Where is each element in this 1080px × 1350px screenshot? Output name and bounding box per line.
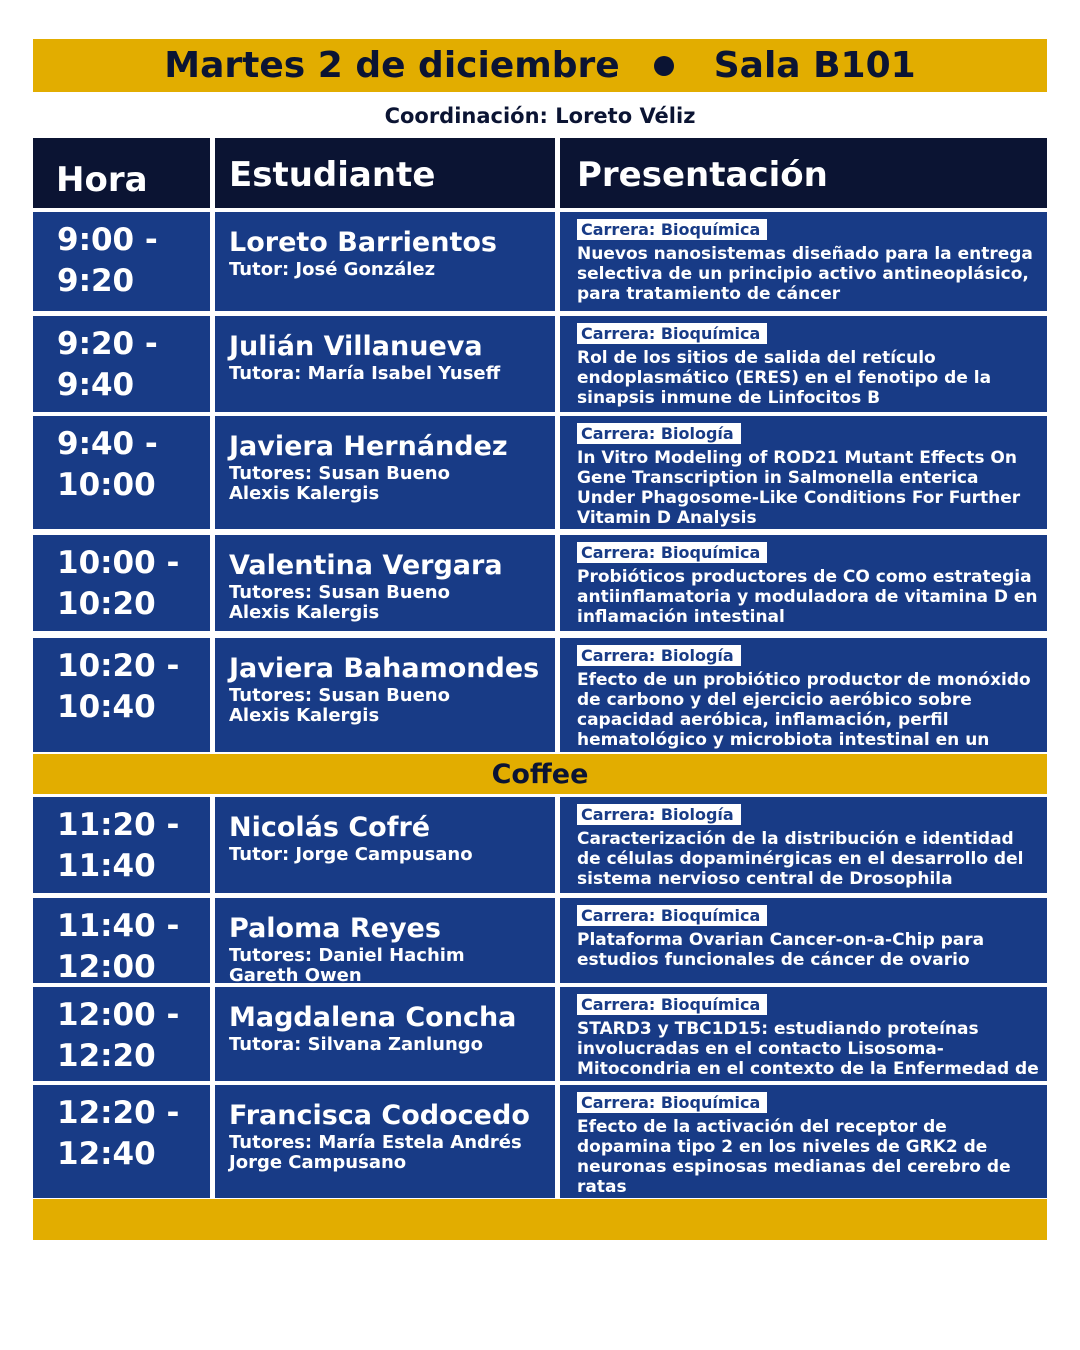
career-badge: Carrera: Biología [577,804,741,825]
student-name: Loreto Barrientos [229,227,497,258]
room-label: Sala B101 [713,45,916,86]
tutor-label: Tutores: Susan Bueno Alexis Kalergis [229,582,450,623]
student-cell [215,212,555,311]
tutor-label: Tutores: Susan Bueno Alexis Kalergis [229,463,450,504]
career-badge: Carrera: Bioquímica [577,905,767,926]
student-cell [215,898,555,986]
student-name: Julián Villanueva [229,331,483,362]
presentation-title: Efecto de un probiótico productor de monóxido de carbono y del ejercicio aeróbico sobre capacidad aeróbica, inflamación, perfil hematológico y microbiota intestinal en un [577,670,1031,750]
student-cell [215,416,555,529]
time-cell [33,987,210,1081]
coffee-break-bar: Coffee [33,754,1047,794]
time-label: 10:20 - 10:40 [57,648,180,725]
time-label: 11:20 - 11:40 [57,807,180,884]
footer-bar [33,1199,1047,1240]
career-badge: Carrera: Bioquímica [577,994,767,1015]
student-cell [215,638,555,752]
bullet-dot-icon [654,56,674,76]
career-badge: Carrera: Bioquímica [577,323,767,344]
career-badge: Carrera: Bioquímica [577,219,767,240]
presentation-title: Rol de los sitios de salida del retículo endoplasmático (ERES) en el fenotipo de la sinapsis inmune de Linfocitos B [577,348,992,408]
presentation-cell [560,987,1047,1081]
student-cell [215,1085,555,1198]
student-name: Magdalena Concha [229,1002,517,1033]
career-badge: Carrera: Biología [577,423,741,444]
student-cell [215,316,555,412]
presentation-cell [560,212,1047,311]
presentation-cell [560,797,1047,893]
presentation-cell [560,316,1047,412]
time-label: 10:00 - 10:20 [57,545,180,622]
presentation-title: Nuevos nanosistemas diseñado para la entrega selectiva de un principio activo antineoplásico, para tratamiento de cáncer [577,244,1033,304]
career-badge: Carrera: Bioquímica [577,1092,767,1113]
time-label: 9:20 - 9:40 [57,326,158,403]
tutor-label: Tutores: María Estela Andrés Jorge Campusano [229,1132,522,1173]
presentation-title: Plataforma Ovarian Cancer-on-a-Chip para estudios funcionales de cáncer de ovario [577,930,985,970]
presentation-cell [560,416,1047,529]
time-cell [33,316,210,412]
presentation-cell [560,898,1047,983]
date-room-banner [33,39,1047,92]
presentation-cell [560,535,1047,631]
time-label: 9:00 - 9:20 [57,222,158,299]
student-cell [215,987,555,1081]
student-name: Nicolás Cofré [229,812,431,843]
presentation-title: In Vitro Modeling of ROD21 Mutant Effects On Gene Transcription in Salmonella enterica Under Phagosome-Like Conditions For Further Vitamin D Analysis [577,448,1021,528]
presentation-cell [560,1085,1047,1198]
time-cell [33,535,210,631]
tutor-label: Tutores: Susan Bueno Alexis Kalergis [229,685,450,726]
student-cell [215,797,555,893]
tutor-label: Tutores: Daniel Hachim Gareth Owen [229,945,465,986]
column-header-hora: Hora [33,138,210,208]
student-cell [215,535,555,631]
presentation-title: Efecto de la activación del receptor de dopamina tipo 2 en los niveles de GRK2 de neuronas espinosas medianas del cerebro de ratas [577,1117,1011,1197]
student-name: Valentina Vergara [229,550,503,581]
time-cell [33,638,210,752]
time-cell [33,797,210,893]
time-cell [33,212,210,311]
presentation-title: STARD3 y TBC1D15: estudiando proteínas involucradas en el contacto Lisosoma-Mitocondria en el contexto de la Enfermedad de [577,1019,1039,1079]
student-name: Javiera Bahamondes [229,653,540,684]
presentation-title: Probióticos productores de CO como estrategia antiinflamatoria y moduladora de vitamina D en inflamación intestinal [577,567,1038,627]
coordination-label: Coordinación: Loreto Véliz [384,104,696,128]
student-name: Javiera Hernández [229,431,508,462]
tutor-label: Tutora: María Isabel Yuseff [229,363,501,384]
column-header-presentacion: Presentación [560,138,1047,208]
student-name: Paloma Reyes [229,913,441,944]
column-header-estudiante: Estudiante [215,138,555,208]
date-label: Martes 2 de diciembre [164,45,620,86]
time-label: 12:00 - 12:20 [57,997,180,1074]
time-cell [33,416,210,529]
time-cell [33,898,210,983]
time-label: 12:20 - 12:40 [57,1095,180,1172]
tutor-label: Tutor: José González [229,259,436,280]
career-badge: Carrera: Bioquímica [577,542,767,563]
presentation-cell [560,638,1047,752]
tutor-label: Tutora: Silvana Zanlungo [229,1034,484,1055]
time-label: 11:40 - 12:00 [57,908,180,985]
presentation-title: Caracterización de la distribución e identidad de células dopaminérgicas en el desarrollo del sistema nervioso central de Drosophila [577,829,1024,889]
tutor-label: Tutor: Jorge Campusano [229,844,473,865]
time-label: 9:40 - 10:00 [57,426,158,503]
career-badge: Carrera: Biología [577,645,741,666]
time-cell [33,1085,210,1198]
student-name: Francisca Codocedo [229,1100,530,1131]
